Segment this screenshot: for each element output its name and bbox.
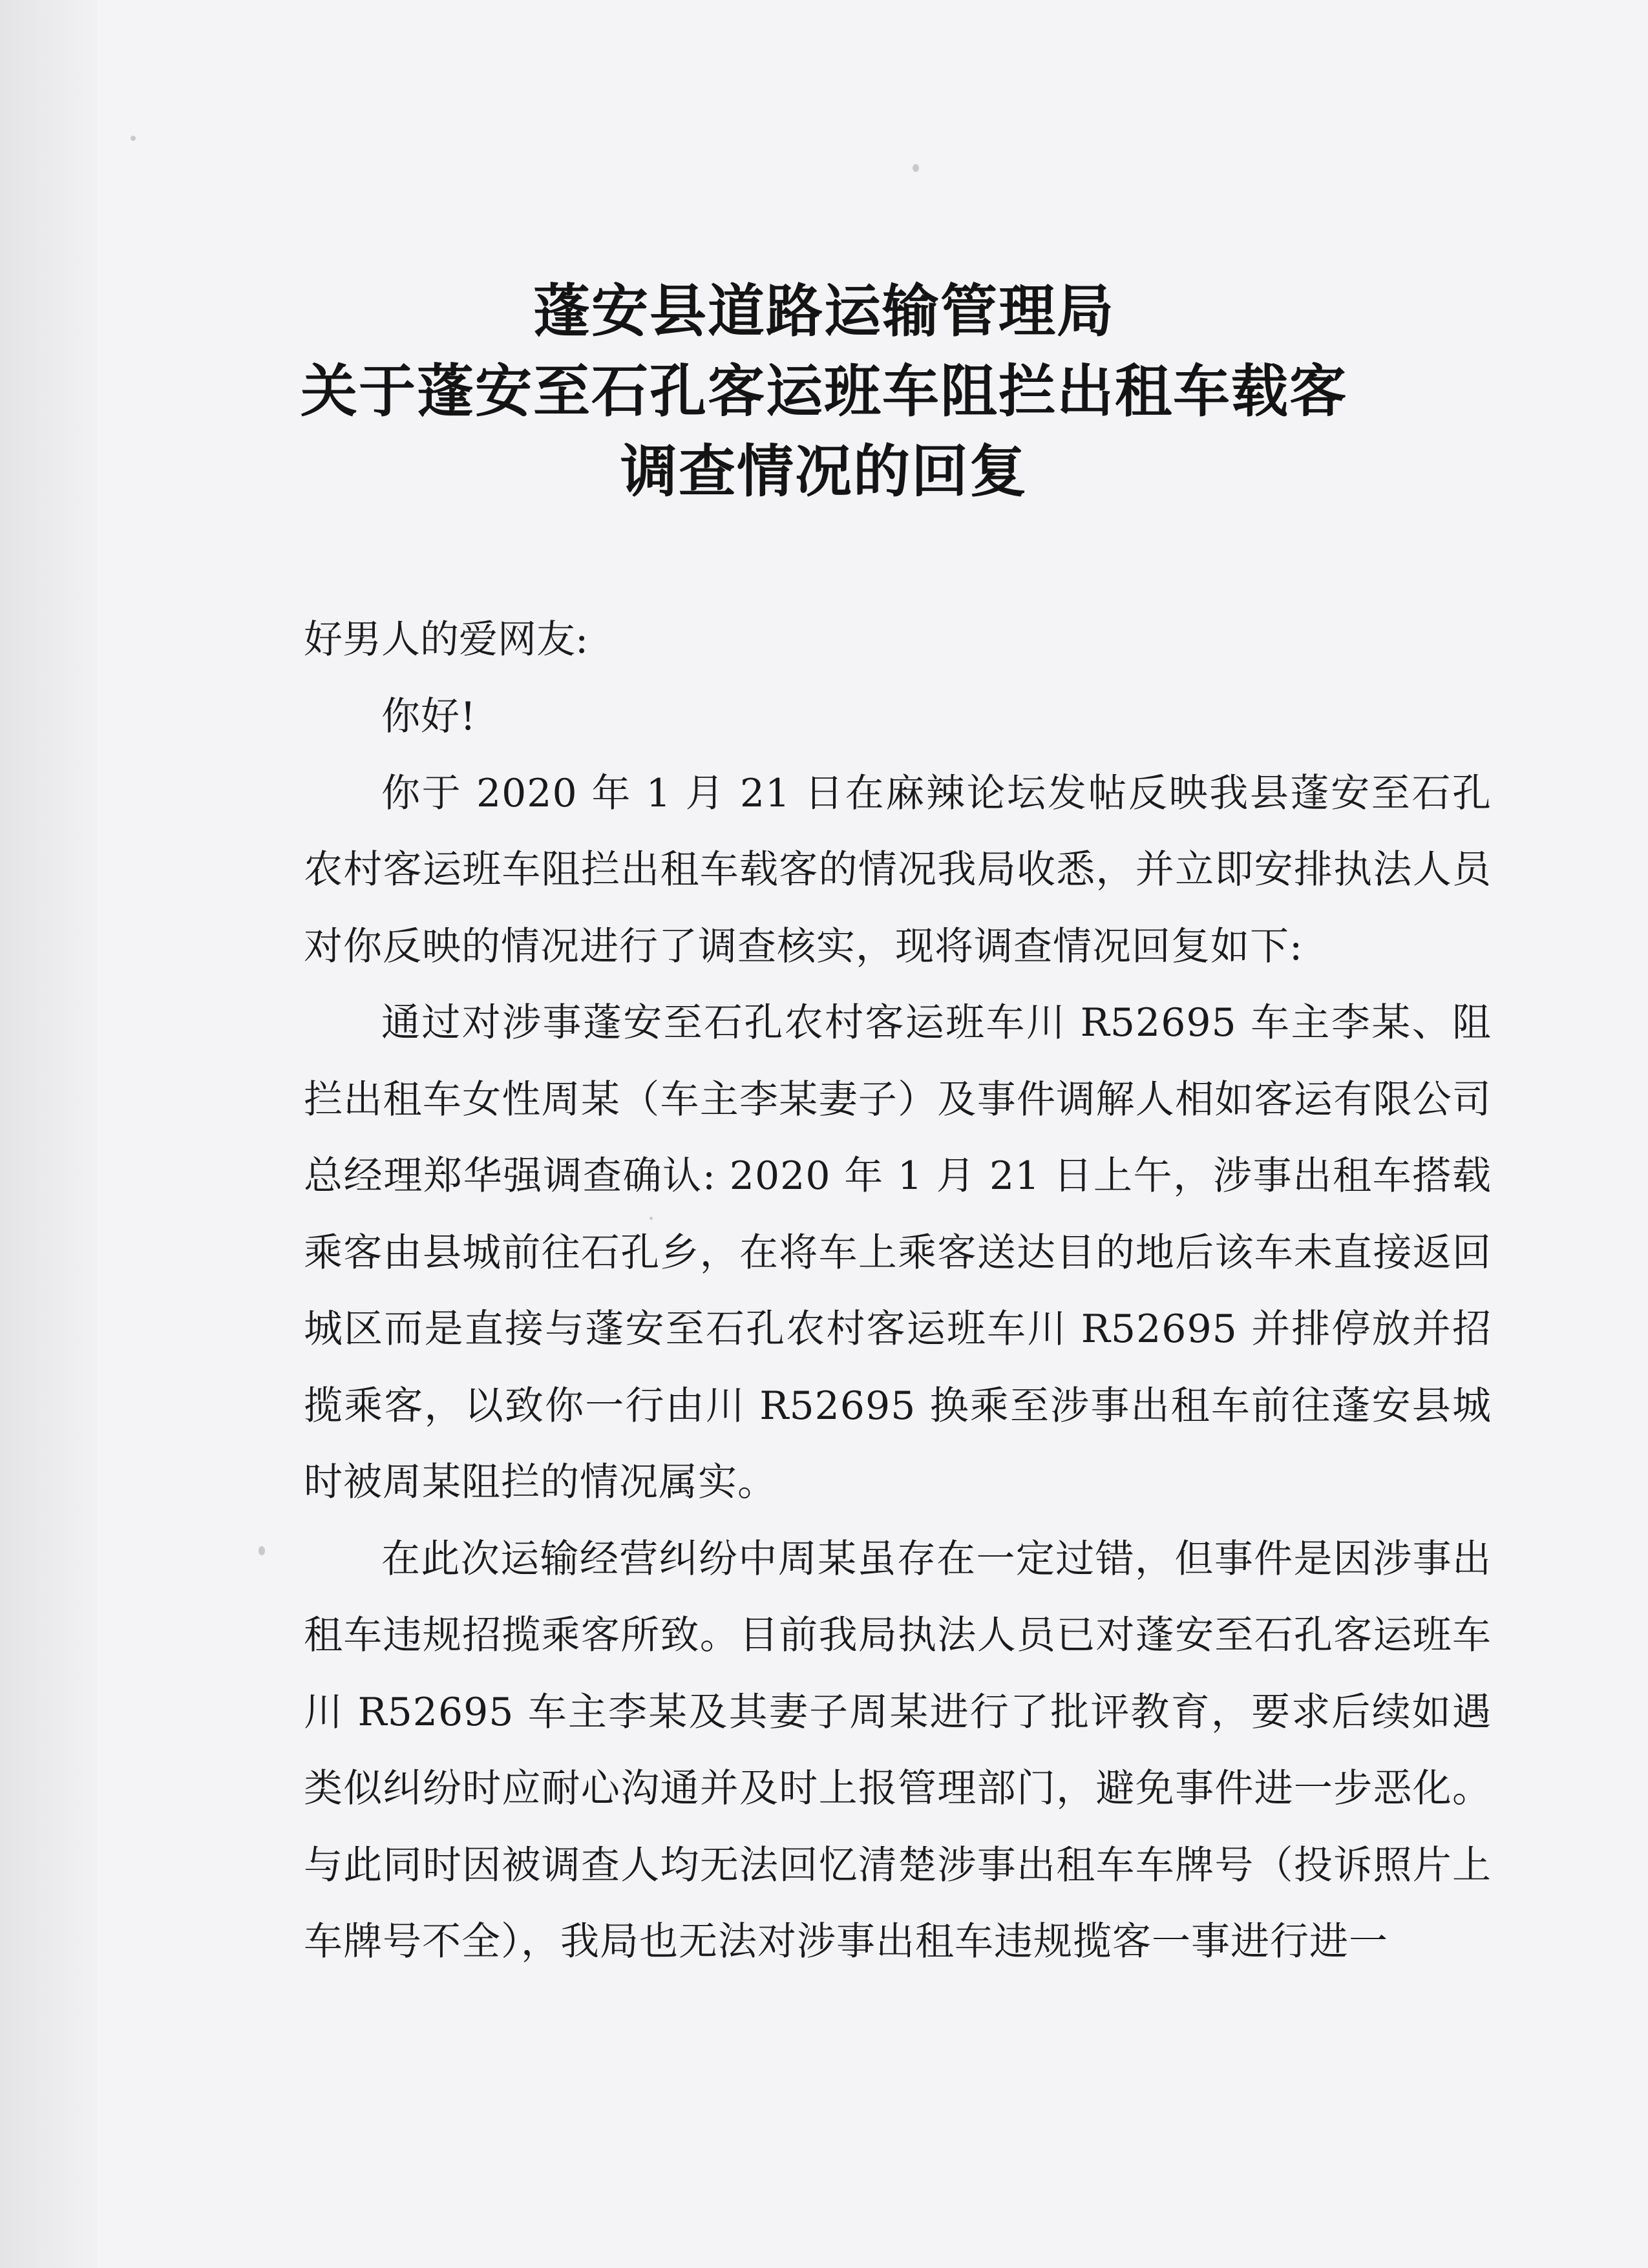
paragraph-2: 通过对涉事蓬安至石孔农村客运班车川 R52695 车主李某、阻拦出租车女性周某（车主李某妻子）及事件调解人相如客运有限公司总经理郑华强调查确认: 2020 年 1 月 21 日上午，涉事出租车搭载乘客由县城前往石孔乡，在将车上乘客送达目的地后该车未直接返回城区而是直接与蓬安至石孔农村客运班车川 R52695 并排停放并招揽乘客，以致你一行由川 R52695 换乘至涉事出租车前往蓬安县城时被周某阻拦的情况属实。 [304, 1000, 1492, 1505]
scan-speck [131, 136, 136, 141]
salutation: 好男人的爱网友: [304, 617, 589, 662]
document-title [0, 271, 1648, 512]
title-line-2: 关于蓬安至石孔客运班车阻拦出租车载客 [300, 358, 1347, 425]
title-line-3: 调查情况的回复 [620, 438, 1028, 505]
scan-speck [913, 164, 919, 172]
paragraph-3: 在此次运输经营纠纷中周某虽存在一定过错，但事件是因涉事出租车违规招揽乘客所致。目前我局执法人员已对蓬安至石孔客运班车川 R52695 车主李某及其妻子周某进行了批评教育，要求后续如遇类似纠纷时应耐心沟通并及时上报管理部门，避免事件进一步恶化。与此同时因被调查人均无法回忆清楚涉事出租车车牌号（投诉照片上车牌号不全），我局也无法对涉事出租车违规揽客一事进行进一 [304, 1536, 1492, 1964]
greeting: 你好! [381, 694, 477, 739]
scan-speck [259, 1546, 265, 1555]
letter-body [304, 601, 1492, 1980]
paragraph-1: 你于 2020 年 1 月 21 日在麻辣论坛发帖反映我县蓬安至石孔农村客运班车阻拦出租车载客的情况我局收悉，并立即安排执法人员对你反映的情况进行了调查核实，现将调查情况回复如下: [304, 770, 1492, 969]
title-line-1: 蓬安县道路运输管理局 [533, 278, 1115, 344]
